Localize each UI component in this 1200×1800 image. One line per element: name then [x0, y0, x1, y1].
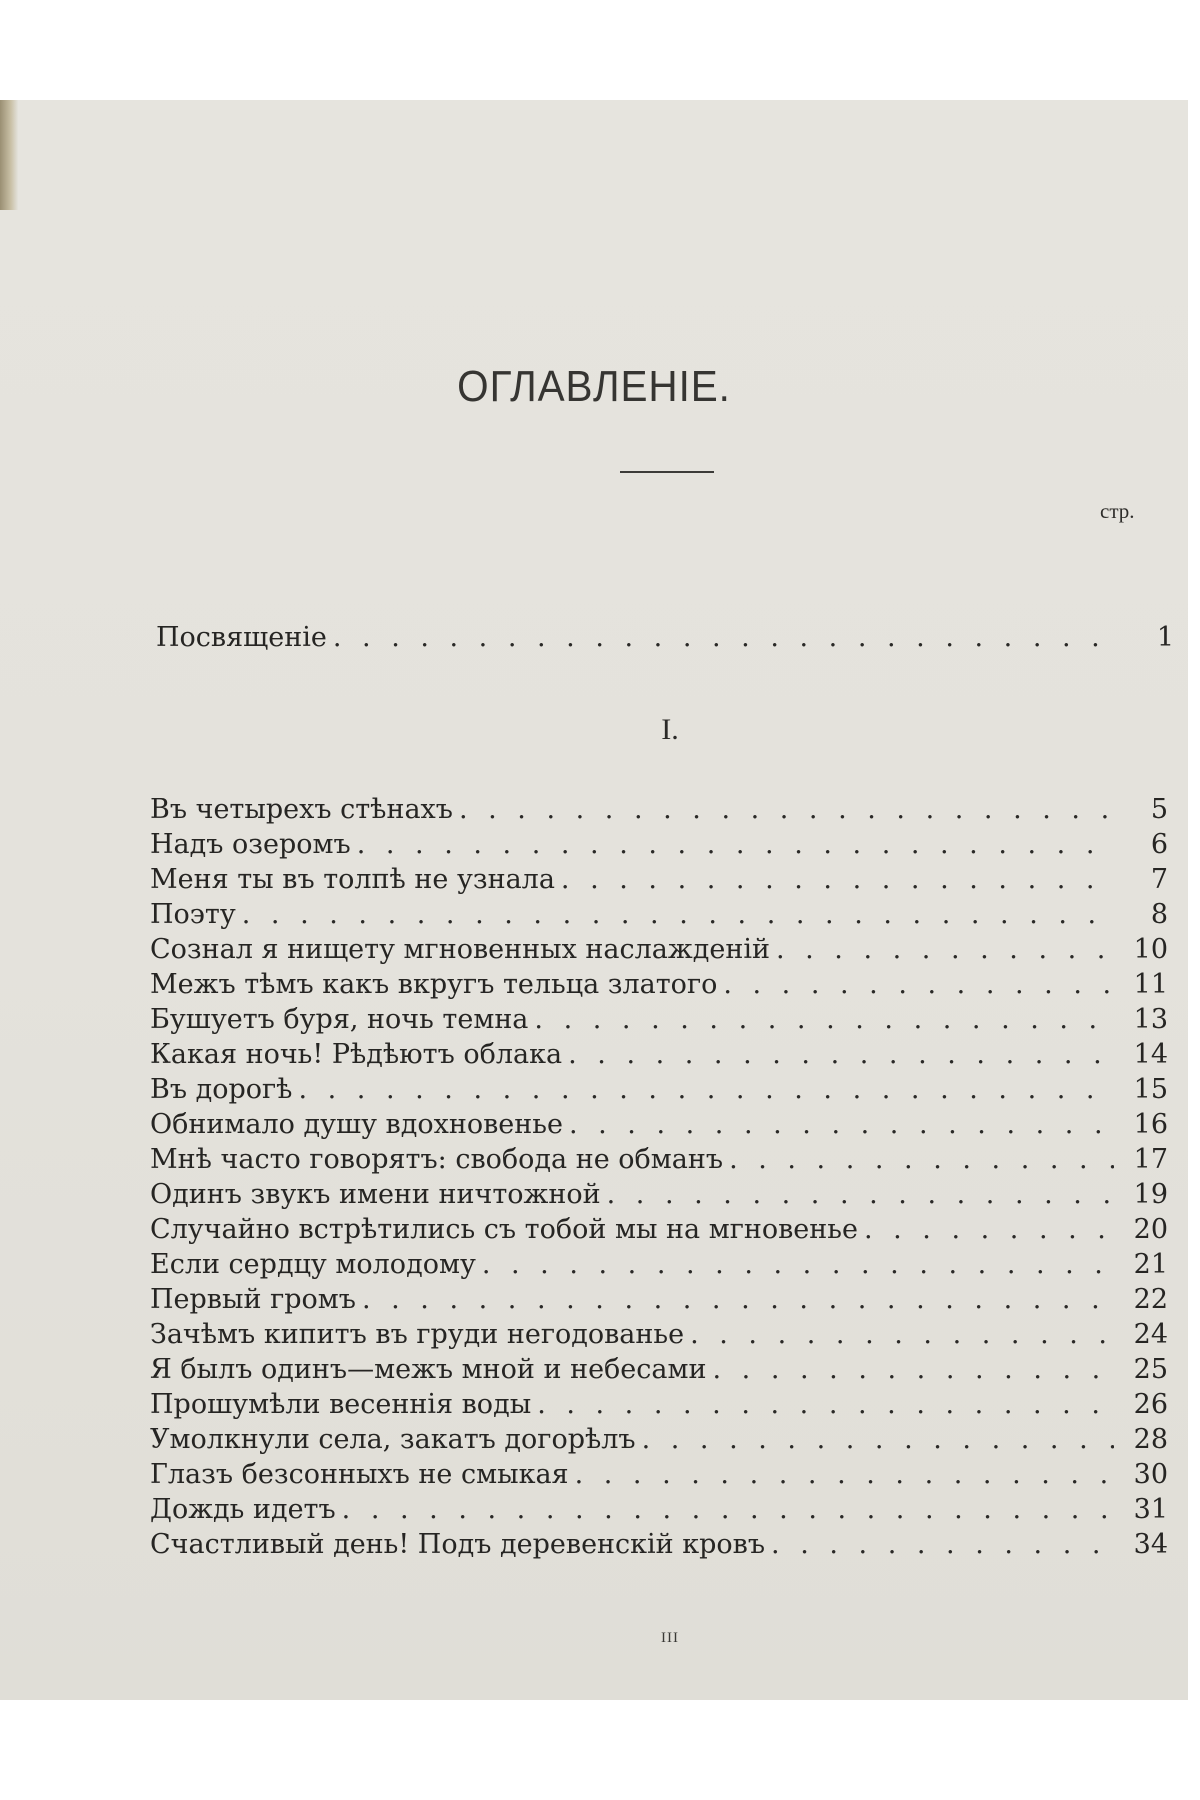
toc-entry	[150, 1249, 1168, 1283]
toc-leader-dots	[534, 1004, 1114, 1035]
toc-entry	[150, 934, 1168, 968]
toc-entry-title: Одинъ звукъ имени ничтожной	[150, 1179, 601, 1210]
toc-leader-dots	[537, 1389, 1114, 1420]
toc-entry-page: 11	[1133, 969, 1168, 1000]
toc-entry	[150, 1144, 1168, 1178]
toc-entry-page: 16	[1133, 1109, 1168, 1140]
toc-entry-page: 21	[1133, 1249, 1168, 1280]
toc-entry-page: 25	[1133, 1354, 1168, 1385]
toc-entry-page: 8	[1150, 899, 1168, 930]
toc-entry-page: 6	[1150, 829, 1168, 860]
toc-leader-dots	[569, 1109, 1114, 1140]
toc-leader-dots	[713, 1354, 1114, 1385]
toc-entry	[150, 1214, 1168, 1248]
toc-entry-page: 17	[1133, 1144, 1168, 1175]
toc-entry-page: 1	[1156, 622, 1174, 653]
toc-entry-page: 14	[1133, 1039, 1168, 1070]
toc-leader-dots	[568, 1039, 1114, 1070]
toc-entry-title: Если сердцу молодому	[150, 1249, 476, 1280]
toc-entry-title: Зачѣмъ кипитъ въ груди негодованье	[150, 1319, 685, 1350]
toc-entry-title: Случайно встрѣтились съ тобой мы на мгновенье	[150, 1214, 858, 1245]
toc-entry-page: 7	[1150, 864, 1168, 895]
toc-leader-dots	[242, 899, 1114, 930]
toc-leader-dots	[342, 1494, 1114, 1525]
toc-entry-title: Глазъ безсонныхъ не смыкая	[150, 1459, 569, 1490]
page-title: ОГЛАВЛЕНІЕ.	[457, 362, 731, 411]
toc-entry	[150, 1459, 1168, 1493]
toc-entry-page: 22	[1133, 1284, 1168, 1315]
toc-entry-title: Какая ночь! Рѣдѣютъ облака	[150, 1039, 563, 1070]
toc-leader-dots	[729, 1144, 1114, 1175]
toc-leader-dots	[776, 934, 1114, 965]
toc-entry	[150, 1109, 1168, 1143]
toc-leader-dots	[333, 622, 1120, 653]
toc-entry-page: 24	[1133, 1319, 1168, 1350]
toc-entry-page: 19	[1133, 1179, 1168, 1210]
toc-entry-page: 31	[1133, 1494, 1168, 1525]
page-column-header: стр.	[1100, 499, 1135, 523]
toc-leader-dots	[723, 969, 1114, 1000]
toc-entry-page: 26	[1133, 1389, 1168, 1420]
toc-entry-title: Прошумѣли весеннія воды	[150, 1389, 532, 1420]
toc-leader-dots	[459, 794, 1114, 825]
toc-entry	[150, 829, 1168, 863]
page-spine-edge	[0, 100, 18, 210]
toc-entry	[150, 1494, 1168, 1528]
toc-entry-title: Первый громъ	[150, 1284, 356, 1315]
page-folio: III	[661, 1630, 679, 1646]
toc-entry-page: 10	[1133, 934, 1168, 965]
toc-entry	[150, 1284, 1168, 1318]
toc-entry-title: Посвященіе	[156, 622, 327, 653]
title-divider	[620, 471, 714, 473]
toc-entry	[150, 1004, 1168, 1038]
toc-entry	[150, 1074, 1168, 1108]
toc-leader-dots	[690, 1319, 1114, 1350]
toc-entry	[150, 1319, 1168, 1353]
toc-entry-page: 13	[1133, 1004, 1168, 1035]
toc-leader-dots	[575, 1459, 1114, 1490]
toc-entry-page: 5	[1150, 794, 1168, 825]
toc-leader-dots	[561, 864, 1114, 895]
toc-entry-title: Въ дорогѣ	[150, 1074, 293, 1105]
toc-entry-title: Мнѣ часто говорятъ: свобода не обманъ	[150, 1144, 724, 1175]
toc-entry-page: 34	[1133, 1529, 1168, 1560]
toc-leader-dots	[607, 1179, 1114, 1210]
toc-leader-dots	[357, 829, 1114, 860]
toc-entry	[150, 794, 1168, 828]
toc-entry-title: Обнимало душу вдохновенье	[150, 1109, 563, 1140]
toc-entry	[150, 1529, 1168, 1563]
toc-leader-dots	[642, 1424, 1114, 1455]
toc-entry-page: 20	[1133, 1214, 1168, 1245]
toc-entry	[150, 969, 1168, 1003]
toc-entry-title: Счастливый день! Подъ деревенскій кровъ	[150, 1529, 766, 1560]
toc-entry-page: 30	[1133, 1459, 1168, 1490]
toc-leader-dots	[864, 1214, 1114, 1245]
toc-entry	[150, 1179, 1168, 1213]
toc-entry-title: Я былъ одинъ—межъ мной и небесами	[150, 1354, 707, 1385]
toc-entry	[150, 864, 1168, 898]
toc-entry	[150, 1389, 1168, 1423]
toc-entry-title: Надъ озеромъ	[150, 829, 351, 860]
toc-leader-dots	[362, 1284, 1114, 1315]
toc-entry	[150, 1354, 1168, 1388]
toc-entry-dedication	[156, 622, 1174, 656]
toc-entry-title: Въ четырехъ стѣнахъ	[150, 794, 453, 825]
toc-entry	[150, 1039, 1168, 1073]
toc-entry-title: Дождь идетъ	[150, 1494, 336, 1525]
toc-entry-title: Межъ тѣмъ какъ вкругъ тельца златого	[150, 969, 718, 1000]
toc-entry	[150, 899, 1168, 933]
toc-entry-title: Умолкнули села, закатъ догорѣлъ	[150, 1424, 636, 1455]
toc-entry-page: 15	[1133, 1074, 1168, 1105]
toc-entry-title: Меня ты въ толпѣ не узнала	[150, 864, 555, 895]
toc-entry-title: Поэту	[150, 899, 236, 930]
toc-leader-dots	[298, 1074, 1114, 1105]
section-number: I.	[661, 713, 679, 746]
toc-leader-dots	[771, 1529, 1114, 1560]
toc-entry-title: Сознал я нищету мгновенных наслажденій	[150, 934, 770, 965]
toc-entry	[150, 1424, 1168, 1458]
toc-entry-title: Бушуетъ буря, ночь темна	[150, 1004, 529, 1035]
toc-leader-dots	[482, 1249, 1114, 1280]
toc-entry-page: 28	[1133, 1424, 1168, 1455]
